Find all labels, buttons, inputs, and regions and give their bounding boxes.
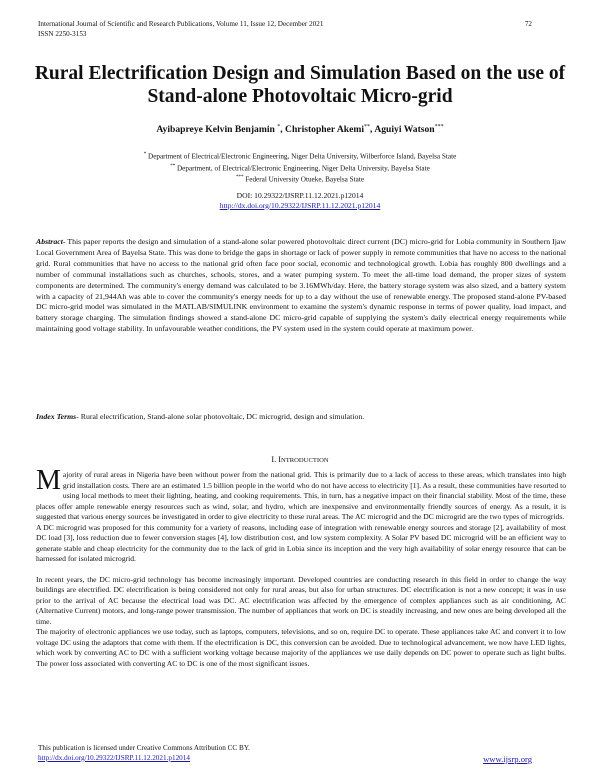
journal-name: International Journal of Scientific and Research Publications, Volume 11, Issue 12, December 2021 [38,20,324,28]
site-link-wrap [483,754,532,764]
doi-text: DOI: 10.29322/IJSRP.11.12.2021.p12014 [236,191,364,200]
drop-cap: M [36,465,61,496]
author-mark: *** [434,124,444,130]
affiliation-mark: *** [235,175,244,181]
page-number: 72 [524,20,532,28]
doi-link[interactable]: http://dx.doi.org/10.29322/IJSRP.11.12.2021.p12014 [219,200,381,210]
index-terms-text: - Rural electrification, Stand-alone solar photovoltaic, DC microgrid, design and simulation. [76,412,365,421]
doi-block [0,191,600,211]
affiliation-text: Department of Electrical/Electronic Engineering, Niger Delta University, Wilberforce Island, Bayelsa State [148,152,457,161]
section-title-initial: I [278,455,281,464]
affiliation-text: Federal University Otueke, Bayelsa State [245,175,365,184]
issn: ISSN 2250-3153 [38,29,87,38]
affiliation-line [0,162,600,174]
author-name: Aguiyi Watson [374,124,435,136]
index-terms [36,412,566,423]
affiliations [0,150,600,185]
paper-title: Rural Electrification Design and Simulation Based on the use of Stand-alone Photovoltaic Micro-grid [34,63,566,107]
affiliation-line [0,150,600,162]
author-name: Christopher Akemi [285,124,365,136]
author-mark: * [277,124,281,130]
paragraph-text: ajority of rural areas in Nigeria have been without power from the national grid. This is primarily due to a lack of access to these areas, which translates into high grid installation costs. There are an estimated 1.5 billion people in the world who do not have access to electricity [1]. As a result, these communities have resorted to using local methods to meet their lighting, heating, and cooking requirements. This, in turn, has a negative impact on their financial stability. Most of the time, these places offer ample renewable energy resources such as wind, solar, and hydro, which are inexpensive and environmentally friendly sources of energy. As a result, it is suggested that various energy sources be investigated in order to give electricity to these rural areas. The AC microgrid and the DC microgrid are the two types of microgrids. [36,470,566,521]
index-terms-label: Index Terms [36,412,77,421]
site-link[interactable]: www.ijsrp.org [483,754,532,764]
affiliation-mark: * [143,152,147,157]
paragraph [36,465,566,523]
footer [38,744,250,763]
license-text: This publication is licensed under Creative Commons Attribution CC BY. [38,744,250,752]
abstract-label: Abstract [36,237,63,246]
section-title-rest: NTRODUCTION [280,457,329,464]
section-numeral: I. [271,455,277,464]
abstract-text: - This paper reports the design and simulation of a stand-alone solar powered photovoltaic direct current (DC) micro-grid for Lobia community in Southern Ijaw Local Government Area of Bayelsa State. This was done to bridge the gaps in shortage or lack of power supply in remote communities that have no access to the national grid. Rural communities that have no access to the national grid often face poor social, economic and technological growth. Lobia has roughly 800 dwellings and a number of communal installations such as churches, schools, stores, and a water pumping system. To meet the all-time load demand, the proper sizes of system components are determined. The community's energy demand was calculated to be 3.16MWh/day. Here, the battery storage system was also sized, and a battery system with a capacity of 21,944Ah was able to cover the community's energy needs for up to a day without the use of renewable energy. The proposed stand-alone PV-based DC micro-grid model was simulated in the MATLAB/SIMULINK environment to examine the system's dynamic response in terms of power quality, load impact, and battery storage charging. The simulation findings showed a stand-alone DC micro-grid capable of supplying the system's daily electrical energy requirements while maintaining good voltage stability. In unfavourable weather conditions, the PV system used in the system could operate at maximum power. [36,237,566,334]
paragraph: A DC microgrid was proposed for this community for a variety of reasons, including ease of integration with renewable energy sources and storage [2], availability of most DC load [3], loss reduction due to fewer conversion stages [4], low distribution cost, and low system complexity. A Solar PV based DC microgrid will be an efficient way to generate stable and cheap electricity for the community due to the lack of grid in Lobia since its inception and the very high availability of solar energy resource that can be harnessed for isolated microgrid. [36,522,566,563]
paragraph: In recent years, the DC micro-grid technology has become increasingly important. Developed countries are conducting research in this field in order to change the way buildings are electrified. DC electrification is being considered not only for rural areas, but also for urban structures. DC electrification is not a new concept; it was in use prior to the arrival of AC because the electrical load was DC. AC electrification was affected by the emergence of complex appliances such as air conditioning, AC (Alternative Current) motors, and long-range power transmission. The number of appliances that work on DC is steadily increasing, and new ones are being developed all the time. [36,574,566,626]
affiliation-text: Department, of Electrical/Electronic Engineering, Niger Delta University, Bayelsa State [176,163,430,172]
author-name: Ayibapreye Kelvin Benjamin [156,124,275,136]
abstract [36,237,566,335]
author-list: Ayibapreye Kelvin Benjamin *, Christopher Akemi**, Aguiyi Watson*** [156,124,444,136]
section-heading [0,455,600,464]
body-text [36,465,566,669]
affiliation-line [0,173,600,185]
affiliation-mark: ** [170,163,176,169]
running-header [38,20,324,39]
footer-doi-link[interactable]: http://dx.doi.org/10.29322/IJSRP.11.12.2021.p12014 [38,753,190,762]
author-mark: ** [364,124,371,130]
paragraph: The majority of electronic appliances we use today, such as laptops, computers, televisions, and so on, require DC to operate. These appliances take AC and convert it to low voltage DC using the adaptors that come with them. If the electrification is DC, this conversion can be avoided. Due to technological advancement, we now have LED lights, which work by converting AC to DC with a sufficient working voltage because majority of the appliances we use daily depends on DC power to operate such as light bulbs. The power loss associated with converting AC to DC is one of the most significant issues. [36,627,566,668]
